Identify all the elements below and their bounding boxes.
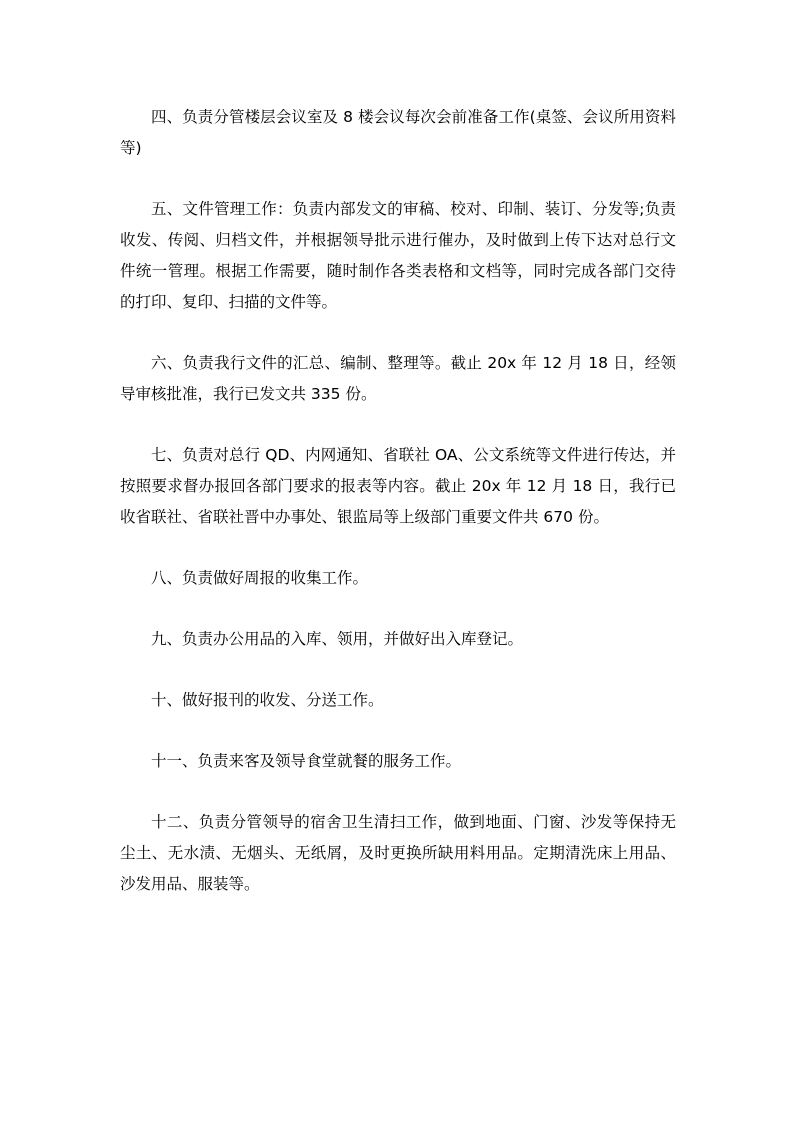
paragraph-item-11: 十一、负责来客及领导食堂就餐的服务工作。 [151, 752, 462, 770]
paragraph-item-10: 十、做好报刊的收发、分送工作。 [151, 691, 384, 709]
paragraph-item-5: 五、文件管理工作：负责内部发文的审稿、校对、印制、装订、分发等;负责收发、传阅、归档文件，并根据领导批示进行催办，及时做到上传下达对总行文件统一管理。根据工作需要，随时制作各类表格和文档等，同时完成各部门交待的打印、复印、扫描的文件等。 [120, 200, 676, 311]
paragraph-item-7: 七、负责对总行 QD、内网通知、省联社 OA、公文系统等文件进行传达，并按照要求督办报回各部门要求的报表等内容。截止 20x 年 12 月 18 日，我行已收省联社、省联社晋中办事处、银监局等上级部门重要文件共 670 份。 [120, 446, 676, 526]
paragraph-item-6: 六、负责我行文件的汇总、编制、整理等。截止 20x 年 12 月 18 日，经领导审核批准，我行已发文共 335 份。 [120, 354, 676, 403]
paragraph-item-4: 四、负责分管楼层会议室及 8 楼会议每次会前准备工作(桌签、会议所用资料等) [120, 108, 676, 157]
document-body [120, 102, 676, 930]
paragraph-item-8: 八、负责做好周报的收集工作。 [151, 569, 369, 587]
paragraph-item-12: 十二、负责分管领导的宿舍卫生清扫工作，做到地面、门窗、沙发等保持无尘土、无水渍、无烟头、无纸屑，及时更换所缺用料用品。定期清洗床上用品、沙发用品、服装等。 [120, 813, 676, 893]
paragraph-item-9: 九、负责办公用品的入库、领用，并做好出入库登记。 [151, 630, 524, 648]
